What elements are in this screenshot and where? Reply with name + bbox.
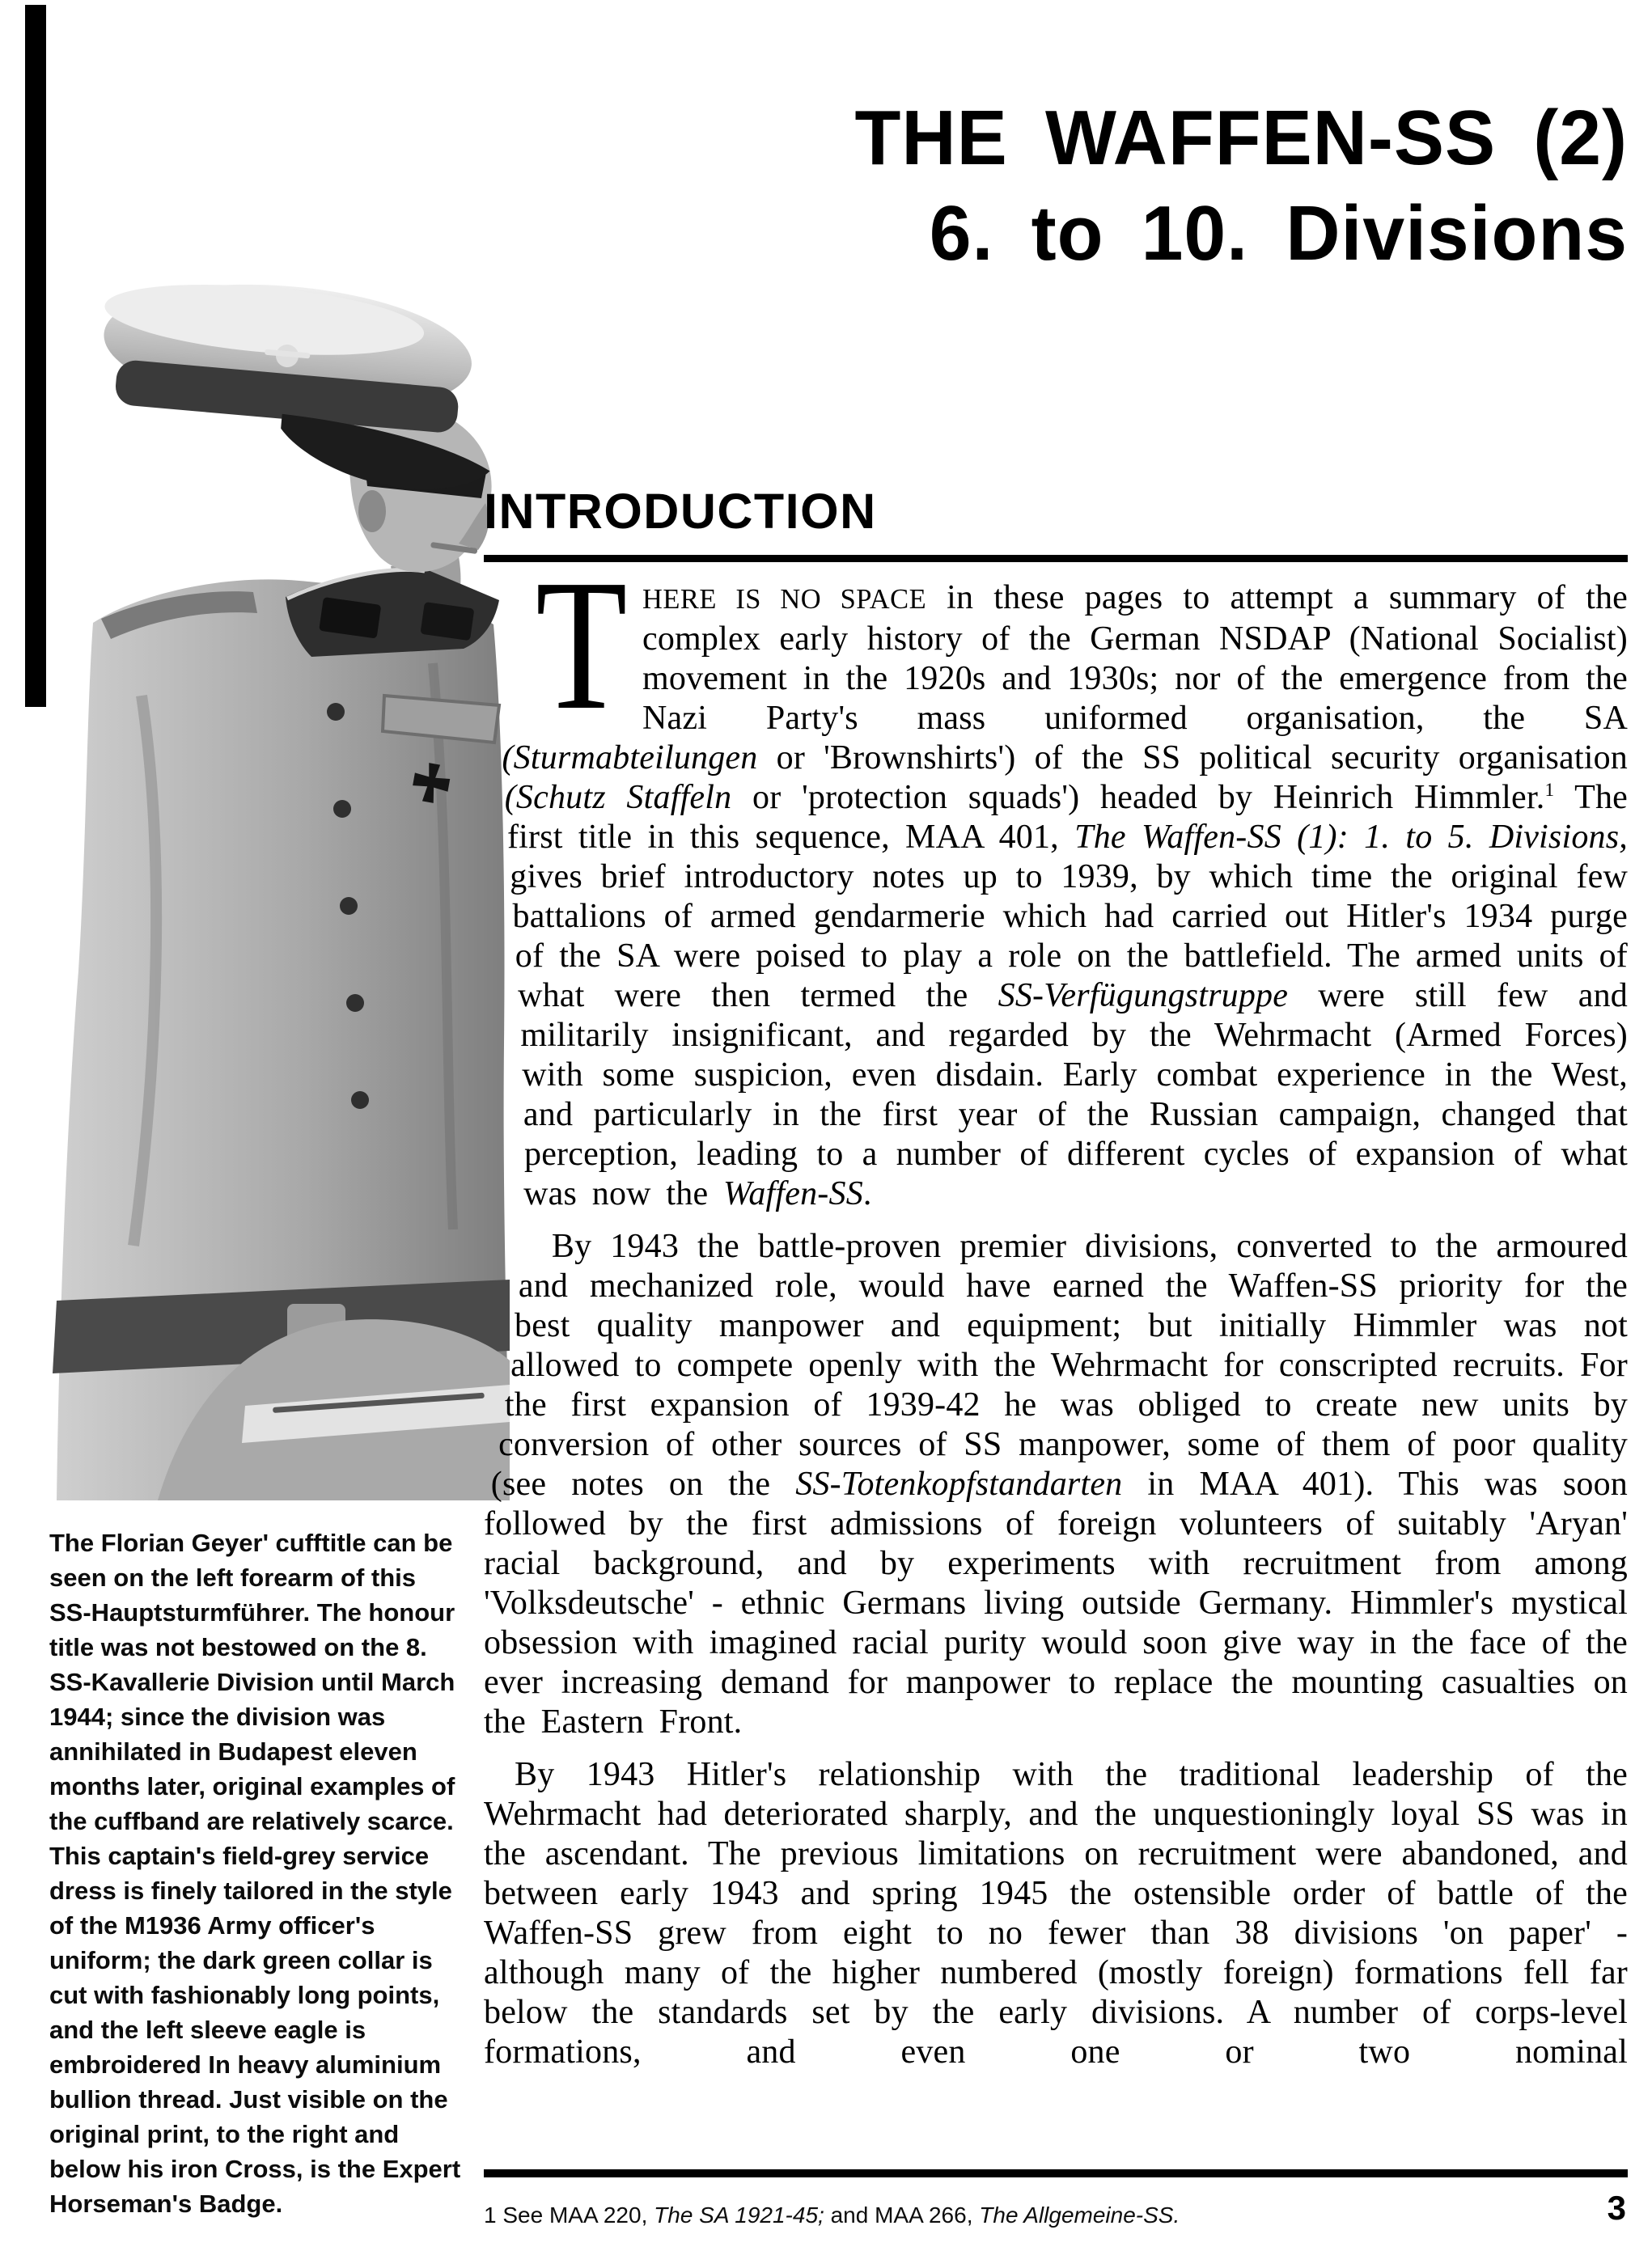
body-text bbox=[484, 578, 1628, 2164]
drop-cap: T bbox=[536, 578, 628, 749]
ear bbox=[358, 490, 386, 532]
collar-patch-right bbox=[420, 602, 474, 641]
scan-edge-artifact bbox=[25, 5, 46, 707]
section-heading: INTRODUCTION bbox=[484, 484, 877, 539]
photo-caption: The Florian Geyer' cufftitle can be seen on the left forearm of this SS-Hauptsturmführer. The honour title was not bestowed on the 8. SS-Kavallerie Division until March 1944; since the division was annihilated in Budapest eleven months later, original examples of the cuffband are relatively scarce. This captain's field-grey service dress is finely tailored in the style of the M1936 Army officer's uniform; the dark green collar is cut with fashionably long points, and the left sleeve eagle is embroidered In heavy aluminium bullion thread. Just visible on the original print, to the right and below his iron Cross, is the Expert Horseman's Badge. bbox=[49, 1529, 461, 2218]
tunic-button bbox=[340, 897, 358, 915]
officer-photo-illustration bbox=[44, 275, 510, 1500]
footnote: 1 See MAA 220, The SA 1921-45; and MAA 266, The Allgemeine-SS. bbox=[484, 2202, 1180, 2228]
page-number: 3 bbox=[1607, 2189, 1626, 2227]
book-title-line-1: THE WAFFEN-SS (2) bbox=[854, 95, 1628, 181]
tunic-button bbox=[351, 1091, 369, 1109]
paragraph-3: By 1943 Hitler's relationship with the traditional leadership of the Wehrmacht had deteriorated sharply, and the unquestioningly loyal SS was in the ascendant. The previous limitations on recruitment were abandoned, and between early 1943 and spring 1945 the ostensible order of battle of the Waffen-SS grew from eight to no fewer than 38 divisions 'on paper' - although many of the higher numbered (mostly foreign) formations fell far below the standards set by the early divisions. A number of corps-level formations, and even one or two nominal bbox=[484, 1756, 1628, 2071]
paragraph-2: By 1943 the battle-proven premier divisions, converted to the armoured and mechanized role, would have earned the Waffen-SS priority for the best quality manpower and equipment; but initially Himmler was not allowed to compete openly with the Wehrmacht for conscripted recruits. For the first expansion of 1939-42 he was obliged to create new units by conversion of other sources of SS manpower, some of them of poor quality (see notes on the SS-Totenkopfstandarten in MAA 401). This was soon followed by the first admissions of foreign volunteers of suitably 'Aryan' racial background, and by experiments with recruitment from among 'Volksdeutsche' - ethnic Germans living outside Germany. Himmler's mystical obsession with imagined racial purity would soon give way in the face of the ever increasing demand for manpower to replace the mounting casualties on the Eastern Front. bbox=[484, 1228, 1628, 1741]
peaked-cap bbox=[91, 275, 505, 495]
book-title-line-2: 6. to 10. Divisions bbox=[929, 190, 1628, 277]
footer-rule bbox=[484, 2169, 1628, 2177]
tunic-button bbox=[346, 994, 364, 1012]
introduction-section bbox=[484, 485, 1628, 2164]
page-title bbox=[855, 91, 1628, 281]
heading-rule bbox=[484, 555, 1628, 562]
paragraph-1-text: HERE IS NO SPACE in these pages to attempt a summary of the complex early history of the German NSDAP (National Socialist) movement in the 1920s and 1930s; nor of the emergence from the Nazi Party's mass uniformed organisation, the SA (Sturmabteilungen or 'Brownshirts') of the SS political security organisation (Schutz Staffeln or 'protection squads') headed by Heinrich Himmler.$^1$ The first title in this sequence, MAA 401, The Waffen-SS (1): 1. to 5. Divisions, gives brief introductory notes up to 1939, by which time the original few battalions of armed gendarmerie which had carried out Hitler's 1934 purge of the SA were poised to play a role on the battlefield. The armed units of what were then termed the SS-Verfügungstruppe were still few and militarily insignificant, and regarded by the Wehrmacht (Armed Forces) with some suspicion, even disdain. Early combat experience in the West, and particularly in the first year of the Russian campaign, changed that perception, leading to a number of different cycles of expansion of what was now the Waffen-SS. bbox=[502, 579, 1628, 1212]
officer-photo bbox=[44, 275, 510, 1500]
tunic-button bbox=[327, 703, 345, 721]
tunic-button bbox=[333, 800, 351, 818]
paragraph-1 bbox=[484, 578, 1628, 1214]
